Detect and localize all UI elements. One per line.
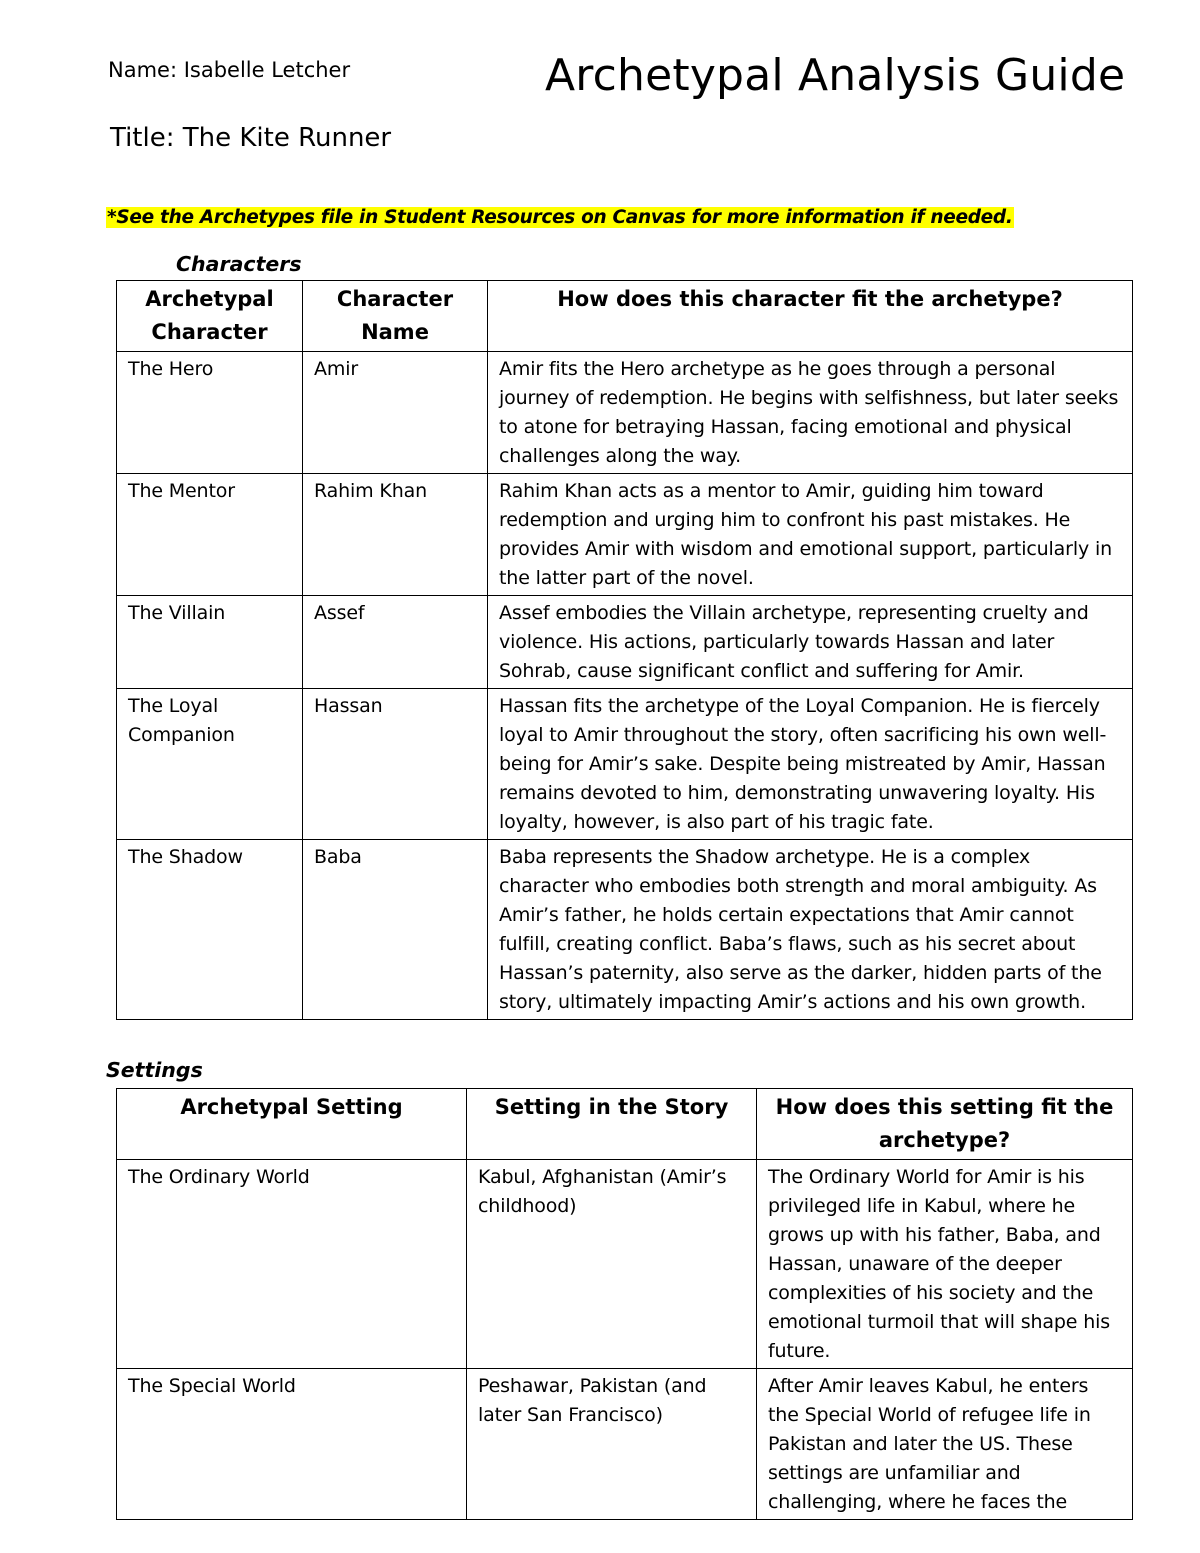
header-archetypal-character: Archetypal Character	[117, 281, 303, 352]
character-name-cell: Baba	[303, 840, 488, 1020]
table-row	[117, 474, 1133, 596]
character-name-cell: Assef	[303, 596, 488, 689]
setting-cell: Kabul, Afghanistan (Amir’s childhood)	[467, 1160, 757, 1369]
archetype-cell: The Ordinary World	[117, 1160, 467, 1369]
resources-note: *See the Archetypes file in Student Resources on Canvas for more information if needed.	[107, 207, 1013, 228]
book-title: Title: The Kite Runner	[110, 123, 392, 153]
description-cell: Rahim Khan acts as a mentor to Amir, guiding him toward redemption and urging him to confront his past mistakes. He provides Amir with wisdom and emotional support, particularly in the latter part of the novel.	[488, 474, 1133, 596]
characters-section-label: Characters	[176, 252, 302, 276]
archetype-cell: The Loyal Companion	[117, 689, 303, 840]
table-row	[117, 689, 1133, 840]
archetype-cell: The Mentor	[117, 474, 303, 596]
settings-section-label: Settings	[106, 1058, 203, 1082]
characters-table	[116, 280, 1133, 1020]
table-header-row	[117, 281, 1133, 352]
table-row	[117, 352, 1133, 474]
description-cell: Amir fits the Hero archetype as he goes through a personal journey of redemption. He begins with selfishness, but later seeks to atone for betraying Hassan, facing emotional and physical challenges along the way.	[488, 352, 1133, 474]
document-title: Archetypal Analysis Guide	[545, 50, 1126, 101]
description-cell: Hassan fits the archetype of the Loyal Companion. He is fiercely loyal to Amir throughout the story, often sacrificing his own well-being for Amir’s sake. Despite being mistreated by Amir, Hassan remains devoted to him, demonstrating unwavering loyalty. His loyalty, however, is also part of his tragic fate.	[488, 689, 1133, 840]
header-setting-in-story: Setting in the Story	[467, 1089, 757, 1160]
table-header-row	[117, 1089, 1133, 1160]
description-cell: After Amir leaves Kabul, he enters the Special World of refugee life in Pakistan and later the US. These settings are unfamiliar and challenging, where he faces the	[757, 1369, 1133, 1520]
archetype-cell: The Shadow	[117, 840, 303, 1020]
header-character-name: Character Name	[303, 281, 488, 352]
archetype-cell: The Villain	[117, 596, 303, 689]
setting-cell: Peshawar, Pakistan (and later San Francisco)	[467, 1369, 757, 1520]
table-row	[117, 1369, 1133, 1520]
table-row	[117, 840, 1133, 1020]
student-name: Name: Isabelle Letcher	[108, 58, 351, 82]
settings-table	[116, 1088, 1133, 1520]
archetype-cell: The Hero	[117, 352, 303, 474]
table-row	[117, 1160, 1133, 1369]
description-cell: The Ordinary World for Amir is his privileged life in Kabul, where he grows up with his father, Baba, and Hassan, unaware of the deeper complexities of his society and the emotional turmoil that will shape his future.	[757, 1160, 1133, 1369]
header-setting-fit: How does this setting fit the archetype?	[757, 1089, 1133, 1160]
archetype-cell: The Special World	[117, 1369, 467, 1520]
description-cell: Assef embodies the Villain archetype, representing cruelty and violence. His actions, particularly towards Hassan and later Sohrab, cause significant conflict and suffering for Amir.	[488, 596, 1133, 689]
header-character-fit: How does this character fit the archetype?	[488, 281, 1133, 352]
character-name-cell: Amir	[303, 352, 488, 474]
character-name-cell: Rahim Khan	[303, 474, 488, 596]
header-archetypal-setting: Archetypal Setting	[117, 1089, 467, 1160]
table-row	[117, 596, 1133, 689]
character-name-cell: Hassan	[303, 689, 488, 840]
description-cell: Baba represents the Shadow archetype. He is a complex character who embodies both strength and moral ambiguity. As Amir’s father, he holds certain expectations that Amir cannot fulfill, creating conflict. Baba’s flaws, such as his secret about Hassan’s paternity, also serve as the darker, hidden parts of the story, ultimately impacting Amir’s actions and his own growth.	[488, 840, 1133, 1020]
